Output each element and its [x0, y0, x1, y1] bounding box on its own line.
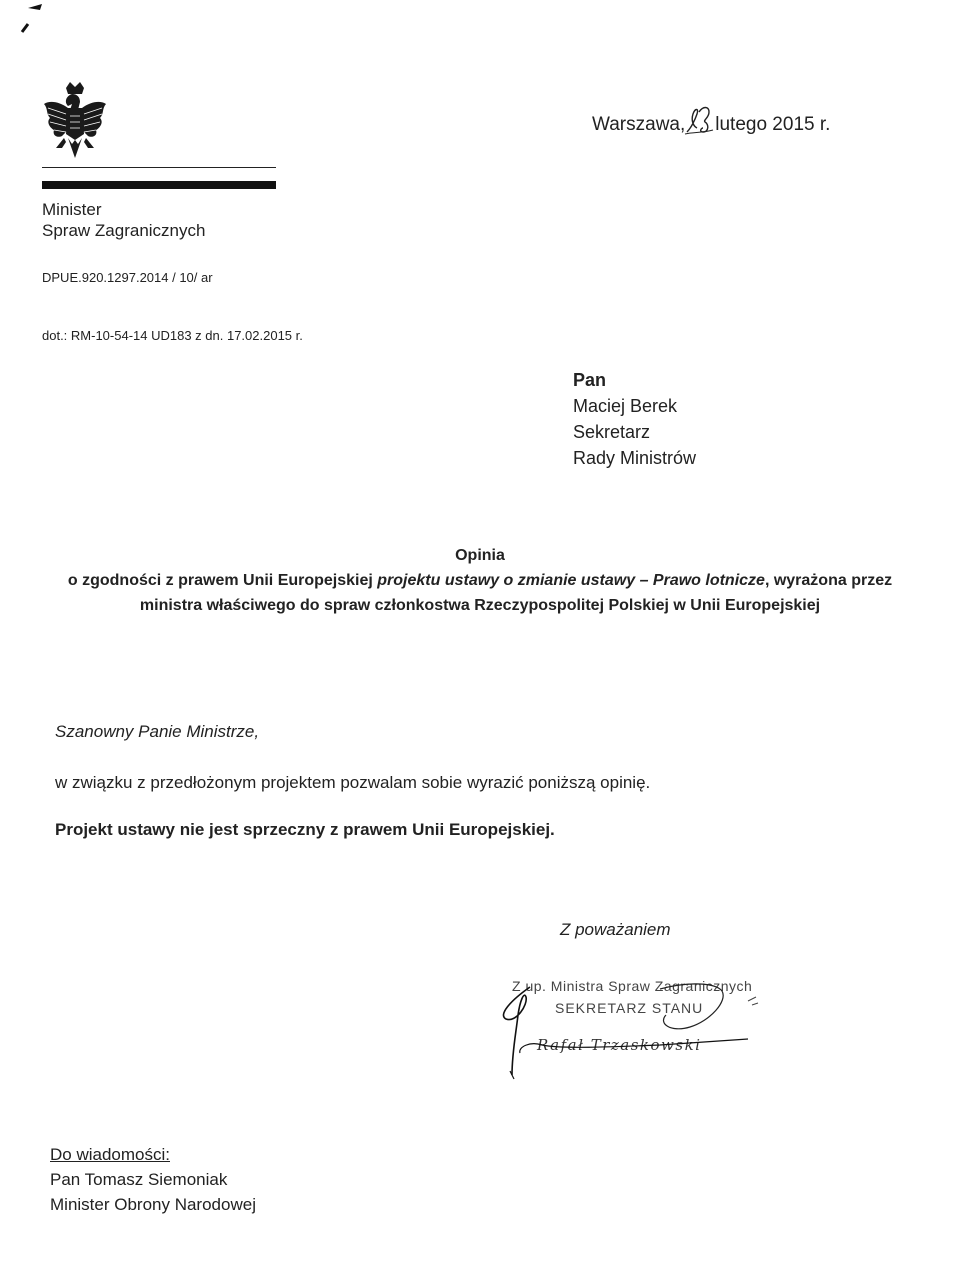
subject-title: Opinia [455, 547, 505, 564]
subject-text-part3: , wyrażona przez ministra właściwego do spraw członkostwa Rzeczypospolitej Polskiej w Unii Europejskiej [139, 572, 893, 614]
regarding-reference: dot.: RM-10-54-14 UD183 z dn. 17.02.2015 r. [42, 328, 303, 343]
stamp-name: Rafał Trzaskowski [537, 1036, 702, 1054]
sender-title-line2: Spraw Zagranicznych [42, 221, 206, 240]
polish-eagle-emblem-icon [42, 82, 108, 162]
stamp-line1: Z up. Ministra Spraw Zagranicznych [512, 978, 753, 994]
cc-heading: Do wiadomości: [50, 1145, 170, 1164]
date-month-year: lutego 2015 r. [715, 114, 831, 135]
addressee-body: Rady Ministrów [573, 448, 697, 468]
subject-text-part1: o zgodności z prawem Unii Europejskiej [67, 572, 378, 589]
handwritten-day [685, 112, 715, 130]
subject-block [60, 543, 900, 618]
scan-mark-icon [20, 2, 60, 36]
addressee-position: Sekretarz [573, 422, 651, 442]
reference-number: DPUE.920.1297.2014 / 10/ ar [42, 270, 213, 285]
sender-title [42, 199, 205, 241]
header-rule-thin [42, 167, 276, 168]
signature-icon [490, 975, 770, 1085]
cc-role: Minister Obrony Narodowej [50, 1195, 256, 1214]
date-line [592, 112, 830, 136]
sender-title-line1: Minister [42, 200, 102, 219]
cc-person: Pan Tomasz Siemoniak [50, 1170, 228, 1189]
date-place: Warszawa, [592, 114, 686, 135]
handwritten-day-icon [683, 102, 723, 136]
addressee-block [573, 367, 696, 471]
addressee-name: Maciej Berek [573, 396, 678, 416]
letter-salutation: Szanowny Panie Ministrze, [55, 722, 260, 741]
closing-text: Z poważaniem [560, 920, 671, 939]
stamp-line2: SEKRETARZ STANU [555, 1000, 704, 1016]
addressee-salutation: Pan [573, 370, 607, 390]
letter-body: w związku z przedłożonym projektem pozwalam sobie wyrazić poniższą opinię. [55, 773, 651, 792]
subject-text-italic: projektu ustawy o zmianie ustawy – Prawo lotnicze [377, 572, 765, 589]
header-rule-thick [42, 181, 276, 189]
letter-statement: Projekt ustawy nie jest sprzeczny z prawem Unii Europejskiej. [55, 820, 555, 839]
